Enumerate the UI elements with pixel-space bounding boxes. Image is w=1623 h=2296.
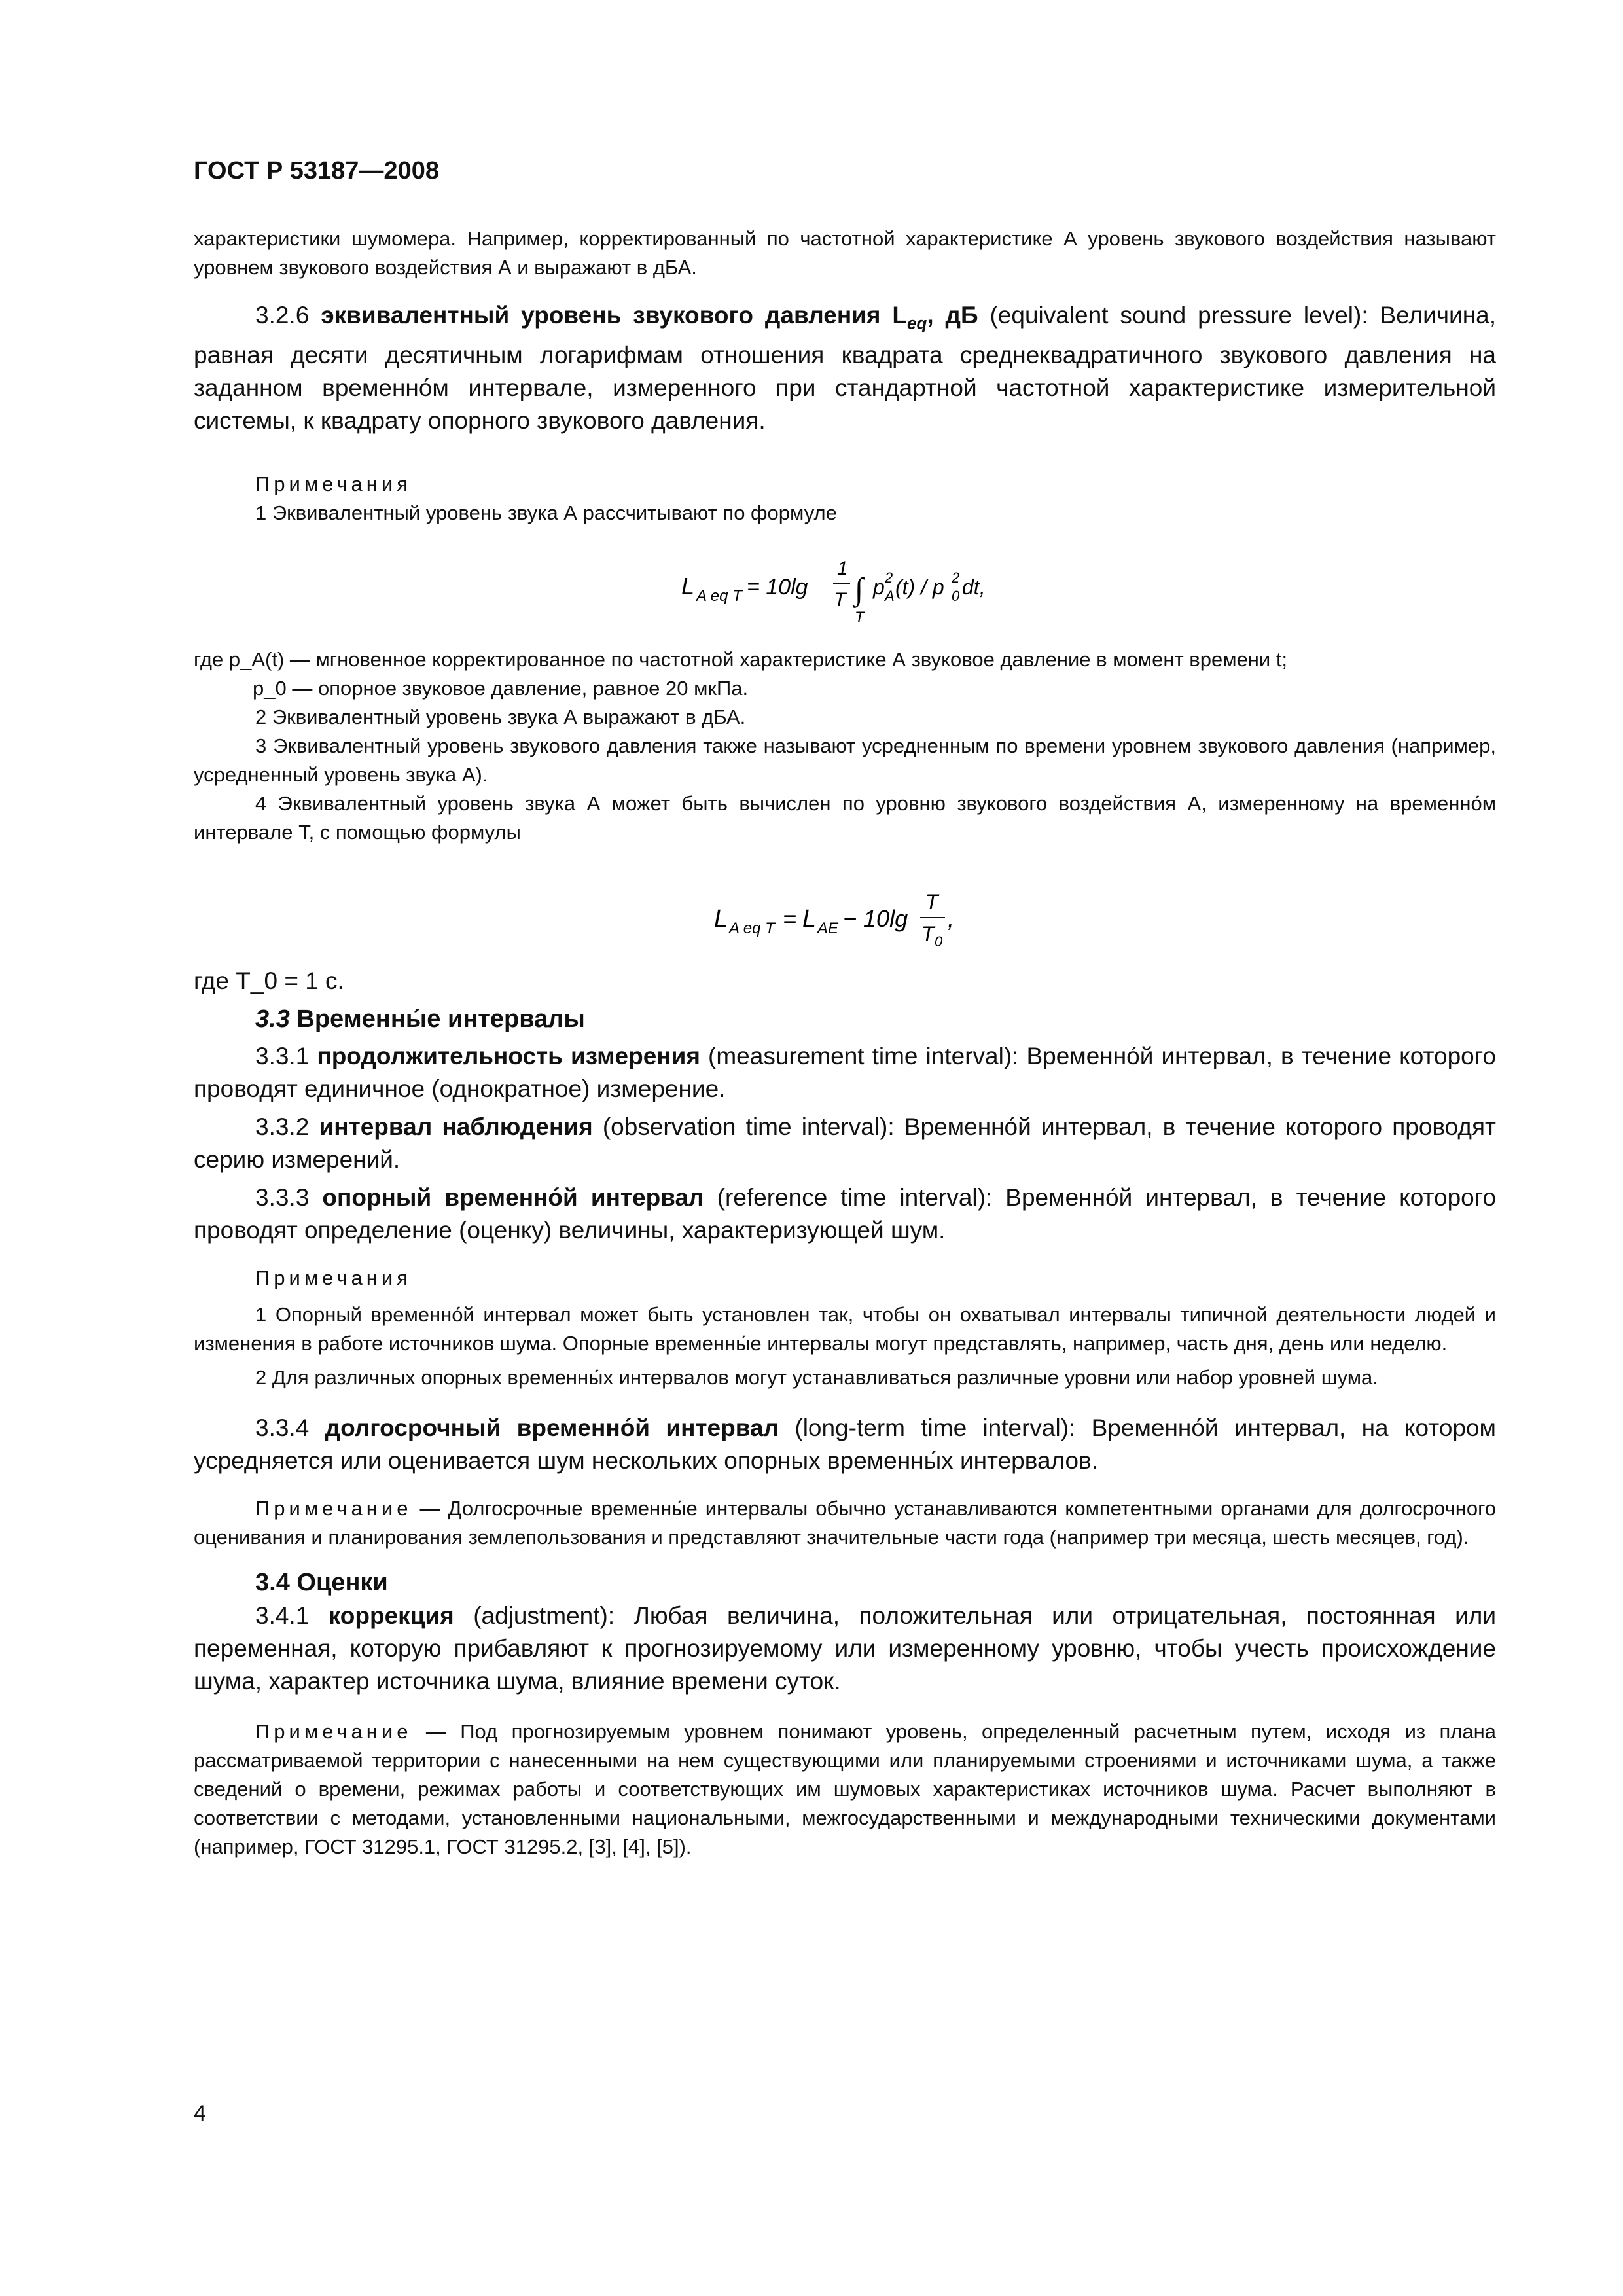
svg-text:(t) / p: (t) / p (895, 575, 944, 600)
svg-text:∫: ∫ (855, 572, 864, 607)
note-2: 2 Эквивалентный уровень звука А выражают в дБА. (255, 706, 746, 729)
svg-text:A: A (885, 588, 895, 605)
svg-text:2: 2 (952, 569, 960, 586)
svg-text:= 10lg: = 10lg (747, 575, 808, 600)
svg-text:A eq T: A eq T (696, 587, 742, 605)
clause-term: эквивалентный уровень звукового давления $L_{eq}$, дБ (321, 302, 978, 333)
svg-text:T: T (834, 589, 846, 611)
svg-text:L: L (714, 905, 728, 933)
svg-text:p: p (873, 575, 885, 600)
clause-3-3-4: 3.3.4 долгосрочный временно́й интервал (long-term time interval): Временно́й интервал, на котором усредняется или оценивается шум нескольких опорных временны́х интервалов. (194, 1414, 1496, 1475)
svg-text:2: 2 (885, 569, 893, 586)
formula-lae (194, 873, 1496, 958)
where-pa: где p_A(t) — мгновенное корректированное по частотной характеристике А звуковое давление в момент времени t; (194, 648, 1288, 672)
svg-text:0: 0 (952, 588, 960, 605)
formula-lae-graphic (194, 873, 1496, 958)
clause-3-4-1: 3.4.1 коррекция (adjustment): Любая величина, положительная или отрицательная, постоянная или переменная, которую прибавляют к прогнозируемому или измеренному уровню, чтобы учесть происхождение шума, характер источника шума, влияние времени суток. (194, 1602, 1497, 1695)
svg-text:L: L (681, 573, 695, 600)
svg-text:L: L (802, 905, 817, 933)
note-4: 4 Эквивалентный уровень звука А может быть вычислен по уровню звукового воздействия А, измеренному на временно́м интервале Т, с помощью формулы (194, 792, 1496, 844)
svg-text:− 10lg: − 10lg (843, 905, 908, 933)
section-3-4-title: 3.4 Оценки (255, 1569, 388, 1597)
paragraph-intro: характеристики шумомера. Например, корректированный по частотной характеристике А уровень звукового воздействия называют уровнем звукового воздействия А и выражают в дБА. (194, 227, 1496, 279)
note-3-3-3-2: 2 Для различных опорных временны́х интервалов могут устанавливаться различные уровни или набор уровней шума. (255, 1366, 1378, 1390)
document-header: ГОСТ Р 53187—2008 (194, 157, 439, 185)
clause-text: (equivalent sound pressure level): Величина, равная десяти десятичным логарифмам отношения квадрата среднеквадратичного звукового давления на заданном временно́м интервале, измеренного при стандартной частотной характеристике измерительной системы, к квадрату опорного звукового давления. (194, 302, 1497, 435)
clause-3-3-1: 3.3.1 продолжительность измерения (measurement time interval): Временно́й интервал, в течение которого проводят единичное (однократное) измерение. (194, 1043, 1497, 1103)
document-page (194, 157, 1496, 1861)
note-3-3-3-1: 1 Опорный временно́й интервал может быть установлен так, чтобы он охватывал интервалы типичной деятельности людей и изменения в работе источников шума. Опорные временны́е интервалы могут представлять, например, часть дня, день или неделю. (194, 1303, 1496, 1355)
notes-label-2: Примечания (255, 1266, 412, 1290)
clause-3-3-2: 3.3.2 интервал наблюдения (observation time interval): Временно́й интервал, в течение которого проводят серию измерений. (194, 1113, 1496, 1174)
where-t0: где T_0 = 1 с. (194, 967, 344, 995)
formula-leq (194, 541, 1496, 626)
svg-text:AE: AE (817, 920, 839, 938)
svg-text:dt,: dt, (962, 575, 986, 600)
note-3-4-1: Примечание — Под прогнозируемым уровнем понимают уровень, определенный расчетным путем, исходя из плана рассматриваемой территории с нанесенными на нем существующими или планируемыми строениями и источниками шума, а также сведений о времени, режимах работы и соответствующих им шумовых характеристиках источников шума. Расчет выполняют в соответствии с методами, установленными национальными, межгосударственными и международными техническими документами (например, ГОСТ 31295.1, ГОСТ 31295.2, [3], [4], [5]). (194, 1720, 1496, 1859)
svg-text:1: 1 (837, 558, 848, 580)
notes-label: Примечания (255, 473, 412, 496)
svg-text:=: = (783, 905, 797, 933)
svg-text:T: T (921, 922, 935, 946)
page-number: 4 (194, 2101, 206, 2126)
svg-text:A eq T: A eq T (729, 920, 775, 938)
svg-text:0: 0 (935, 933, 943, 950)
note-3-3-4: Примечание — Долгосрочные временны́е интервалы обычно устанавливаются компетентными органами для долгосрочного оценивания и планирования землепользования и представляют значительные части года (например три месяца, шесть месяцев, год). (194, 1497, 1496, 1549)
note-3: 3 Эквивалентный уровень звукового давления также называют усредненным по времени уровнем звукового давления (например, усредненный уровень звука А). (194, 734, 1496, 787)
formula-leq-graphic (194, 541, 1496, 626)
clause-3-2-6 (194, 299, 1496, 437)
section-3-3-title: 3.3 Временны́е интервалы (255, 1005, 585, 1033)
clause-number: 3.2.6 (255, 302, 310, 329)
clause-3-3-3: 3.3.3 опорный временно́й интервал (reference time interval): Временно́й интервал, в течение которого проводят определение (оценку) величины, характеризующей шум. (194, 1184, 1497, 1244)
svg-text:T: T (855, 609, 865, 626)
svg-text:T: T (925, 890, 938, 914)
where-p0: p_0 — опорное звуковое давление, равное 20 мкПа. (253, 677, 749, 700)
svg-text:,: , (948, 905, 955, 933)
note-1: 1 Эквивалентный уровень звука А рассчитывают по формуле (255, 501, 837, 525)
